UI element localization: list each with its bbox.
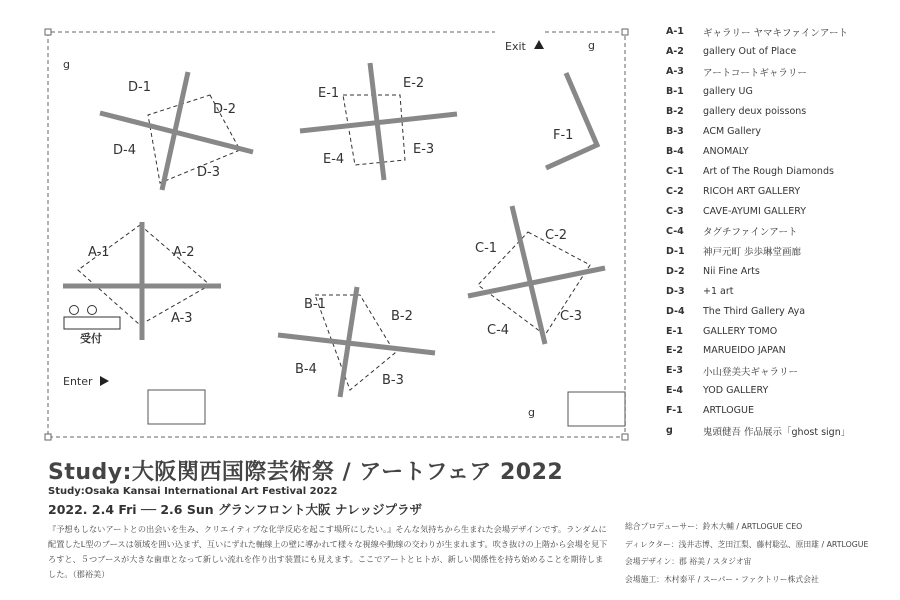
legend-row [666, 261, 896, 281]
legend-row [666, 401, 896, 421]
legend-row [666, 321, 896, 341]
legend-code: E-3 [666, 365, 684, 377]
design-description: 『予想もしないアートとの出会いを生み、クリエイティブな化学反応を起こす場所にしたい。』そんな気持ちから生まれた会場デザインです。ランダムに配置したL型のブースは領域を囲い込まず、互いにずれた軸線上の壁に導かれて様々な視線や動線の交わりが生まれます。吹き抜けの上階から会場を見下ろすと、５つブースが大きな歯車となって新しい流れを作り出す装置にも見えます。ここでアートとヒトが、新しい関係性を持ち始めることを期待しました。（郡裕美） [48, 524, 608, 579]
legend-row [666, 381, 896, 401]
booth-wall [512, 206, 545, 344]
legend-row [666, 361, 896, 381]
booth-label-e1: E-1 [318, 86, 340, 101]
legend-code: D-3 [666, 285, 685, 297]
legend-name: タグチファインアート [703, 227, 798, 239]
legend-name: 小山登美夫ギャラリー [703, 366, 799, 378]
booth-wall-f1 [546, 73, 597, 168]
artwork-marker-g: g [63, 58, 70, 71]
legend-name: RICOH ART GALLERY [703, 185, 801, 197]
legend-code: E-2 [666, 345, 684, 357]
credit-line: 総合プロデューサー：鈴木大輔 / ARTLOGUE CEO [625, 522, 803, 531]
exit-arrow-icon [534, 40, 544, 49]
artwork-box [148, 390, 205, 424]
credit-line: 会場デザイン：郡 裕美 / スタジオ宙 [625, 557, 752, 566]
reception-seat [70, 306, 79, 315]
corner-marker [45, 29, 51, 35]
legend-name: 鬼頭健吾 作品展示「ghost sign」 [703, 426, 851, 438]
legend-row [666, 122, 896, 142]
booth-label-e4: E-4 [323, 152, 345, 167]
enter-arrow-icon [100, 376, 109, 386]
reception-label: 受付 [80, 332, 102, 345]
credits [625, 518, 897, 588]
legend-code: g [666, 425, 673, 437]
legend-name: gallery Out of Place [703, 46, 797, 58]
reception-desk [64, 317, 120, 329]
legend-row [666, 142, 896, 162]
legend-name: ACM Gallery [703, 126, 762, 138]
legend-name: +1 art [703, 285, 734, 297]
exit-label: Exit [505, 40, 526, 53]
booth-label-b3: B-3 [382, 373, 404, 388]
legend-name: 神戸元町 歩歩琳堂画廊 [703, 247, 802, 259]
legend-name: GALLERY TOMO [703, 325, 778, 337]
page-subtitle: Study:Osaka Kansai International Art Festival 2022 [48, 486, 338, 497]
legend-code: D-1 [666, 245, 685, 257]
booth-label-a2: A-2 [173, 245, 195, 260]
legend-code: A-1 [666, 26, 684, 38]
legend-row [666, 301, 896, 321]
legend-name: ANOMALY [703, 146, 749, 158]
legend-row [666, 421, 896, 441]
corner-marker [45, 434, 51, 440]
page-title: Study:大阪関西国際芸術祭 / アートフェア 2022 [48, 460, 564, 485]
booth-label-c3: C-3 [560, 309, 583, 324]
credit-line: ディレクター：浅井志博、芝田江梨、藤村聡弘、原田雄 / ARTLOGUE [625, 539, 869, 549]
artwork-marker-g: g [588, 39, 595, 52]
legend-name: The Third Gallery Aya [703, 305, 806, 317]
legend-code: D-2 [666, 265, 685, 277]
booth-label-c2: C-2 [545, 228, 568, 243]
legend-row [666, 182, 896, 202]
legend-row [666, 162, 896, 182]
booth-label-b4: B-4 [295, 362, 317, 377]
legend-row [666, 201, 896, 221]
enter-label: Enter [63, 375, 93, 388]
legend-code: C-2 [666, 185, 684, 197]
legend-code: D-4 [666, 305, 685, 317]
booth-label-a3: A-3 [171, 311, 193, 326]
booth-wall [468, 268, 605, 296]
legend-row [666, 221, 896, 241]
booth-label-c4: C-4 [487, 323, 510, 338]
legend-name: Art of The Rough Diamonds [703, 166, 834, 178]
legend-name: ARTLOGUE [703, 405, 754, 417]
legend-name: ギャラリー ヤマキファインアート [703, 27, 849, 39]
booth-label-a1: A-1 [88, 245, 110, 260]
booth-label-e3: E-3 [413, 142, 435, 157]
artwork-marker-g: g [528, 406, 535, 419]
legend-code: E-4 [666, 385, 684, 397]
exhibitor-legend [666, 22, 896, 441]
booth-label-f1: F-1 [553, 128, 574, 143]
booth-label-d4: D-4 [113, 143, 136, 158]
legend-name: MARUEIDO JAPAN [703, 345, 786, 357]
legend-name: Nii Fine Arts [703, 265, 760, 277]
booth-label-b2: B-2 [391, 309, 413, 324]
legend-name: アートコートギャラリー [703, 67, 807, 79]
booth-cluster-b [278, 287, 435, 397]
legend-code: E-1 [666, 325, 684, 337]
legend-row [666, 241, 896, 261]
legend-code: B-2 [666, 106, 684, 118]
legend-row [666, 341, 896, 361]
legend-row [666, 102, 896, 122]
artwork-box [568, 392, 625, 426]
booth-label-d1: D-1 [128, 80, 151, 95]
legend-row [666, 82, 896, 102]
legend-row [666, 42, 896, 62]
legend-row [666, 281, 896, 301]
booth-label-d3: D-3 [197, 165, 220, 180]
event-date-venue: 2022. 2.4 Fri ── 2.6 Sun グランフロント大阪 ナレッジプラザ [48, 502, 422, 517]
booth-label-b1: B-1 [304, 297, 326, 312]
legend-name: gallery deux poissons [703, 106, 807, 118]
corner-marker [622, 434, 628, 440]
legend-code: B-3 [666, 126, 684, 138]
legend-code: C-4 [666, 225, 684, 237]
legend-code: A-3 [666, 66, 684, 78]
booth-label-e2: E-2 [403, 76, 425, 91]
legend-row [666, 62, 896, 82]
legend-name: CAVE-AYUMI GALLERY [703, 205, 807, 217]
booth-label-d2: D-2 [213, 102, 236, 117]
legend-code: C-1 [666, 166, 684, 178]
legend-name: gallery UG [703, 86, 753, 98]
legend-name: YOD GALLERY [703, 385, 769, 397]
credit-line: 会場施工：木村泰平 / スーパー・ファクトリー株式会社 [625, 574, 819, 584]
legend-code: B-4 [666, 146, 684, 158]
legend-code: B-1 [666, 86, 684, 98]
booth-label-c1: C-1 [475, 241, 498, 256]
corner-marker [622, 29, 628, 35]
legend-code: C-3 [666, 205, 684, 217]
legend-code: A-2 [666, 46, 684, 58]
booth-wall [278, 335, 435, 353]
legend-code: F-1 [666, 405, 683, 417]
reception-seat [88, 306, 97, 315]
booth-cluster-d [100, 72, 253, 190]
legend-row [666, 22, 896, 42]
